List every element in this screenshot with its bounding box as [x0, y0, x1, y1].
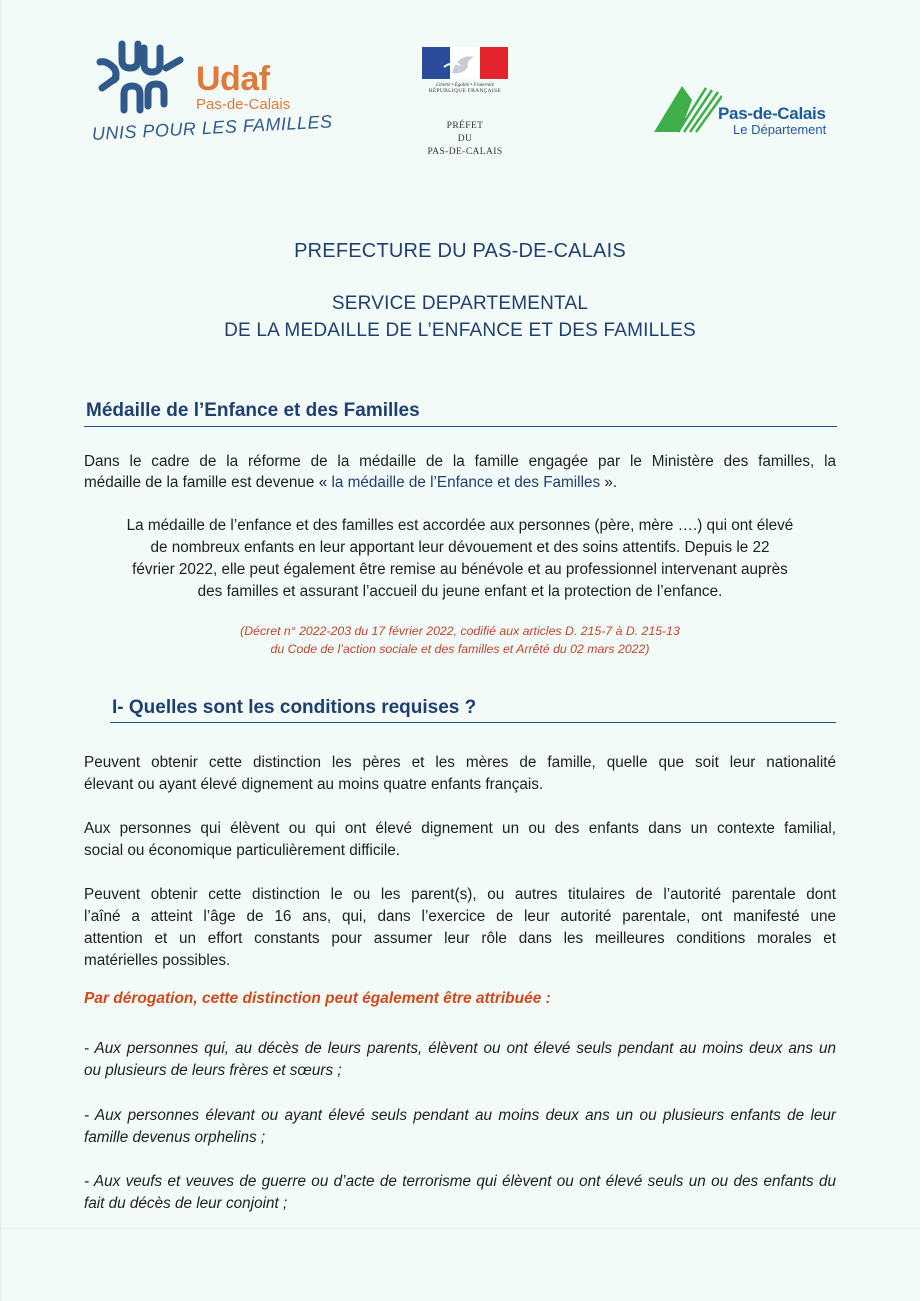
derogation-item-line: fait du décès de leur conjoint ; — [84, 1195, 288, 1212]
para2-line: de nombreux enfants en leur apportant leur dévouement et des soins attentifs. Depuis le 22 — [150, 539, 770, 556]
prefet-line2: DU — [457, 134, 473, 144]
udaf-slogan: UNIS POUR LES FAMILLES — [91, 111, 333, 144]
derogation-item-line: - Aux personnes qui, au décès de leurs parents, élèvent ou ont élevé seuls pendant au moins deux ans un — [84, 1040, 836, 1057]
departement-mark-icon — [652, 82, 722, 134]
intro-line-2 — [84, 472, 836, 493]
conditions-p2-line: Aux personnes qui élèvent ou qui ont élevé dignement un ou des enfants dans un contexte familial, — [84, 820, 836, 837]
udaf-name: Udaf — [196, 60, 270, 98]
para2-line: La médaille de l’enfance et des familles est accordée aux personnes (père, mère ….) qui ont élevé — [126, 517, 794, 534]
intro-text: médaille de la famille est devenue « — [84, 474, 332, 491]
conditions-p1-line: Peuvent obtenir cette distinction les pères et les mères de famille, quelle que soit leur nationalité — [84, 754, 836, 771]
section-rule — [110, 722, 836, 723]
departement-name: Pas-de-Calais — [718, 104, 826, 123]
conditions-p3-line: Peuvent obtenir cette distinction le ou les parent(s), ou autres titulaires de l’autorité parentale dont — [84, 886, 836, 903]
section-rule — [84, 426, 837, 427]
document-title: PREFECTURE DU PAS-DE-CALAIS — [294, 240, 626, 262]
derogation-item-line: ou plusieurs de leurs frères et sœurs ; — [84, 1062, 342, 1079]
section-heading-conditions: I- Quelles sont les conditions requises ? — [112, 697, 477, 718]
prefet-logo — [410, 47, 520, 159]
udaf-logo — [91, 38, 333, 158]
conditions-p1-line: élevant ou ayant élevé dignement au moins quatre enfants français. — [84, 776, 544, 793]
departement-sub: Le Département — [733, 122, 827, 137]
udaf-sub: Pas-de-Calais — [196, 96, 291, 113]
para2-line: des familles et assurant l’accueil du jeune enfant et la protection de l’enfance. — [197, 583, 723, 600]
document-subtitle-2: DE LA MEDAILLE DE L’ENFANCE ET DES FAMILLES — [224, 320, 696, 341]
derogation-heading: Par dérogation, cette distinction peut également être attribuée : — [84, 990, 551, 1007]
marianne-icon — [422, 47, 508, 79]
prefet-title — [410, 120, 520, 159]
prefet-republic: RÉPUBLIQUE FRANÇAISE — [428, 88, 502, 94]
intro-text-end: ». — [600, 474, 618, 491]
conditions-p3-line: l’aîné a atteint l’âge de 16 ans, qui, dans l’exercice de leur autorité parentale, ont manifesté une — [84, 908, 836, 925]
conditions-p3-line: attention et un effort constants pour assumer leur rôle dans les meilleures conditions morales et — [84, 930, 836, 947]
section-heading-medaille: Médaille de l’Enfance et des Familles — [86, 400, 420, 421]
conditions-p3-line: matérielles possibles. — [84, 952, 231, 969]
prefet-line3: PAS-DE-CALAIS — [427, 147, 503, 157]
document-subtitle-1: SERVICE DEPARTEMENTAL — [331, 293, 589, 314]
page-bottom-rule — [0, 1228, 920, 1229]
prefet-motto: Liberté • Égalité • Fraternité — [436, 83, 494, 88]
intro-highlight: la médaille de l’Enfance et des Familles — [331, 474, 601, 491]
intro-line-1: Dans le cadre de la réforme de la médaille de la famille engagée par le Ministère des familles, la — [84, 453, 836, 470]
departement-logo — [652, 82, 852, 142]
derogation-item-line: famille devenus orphelins ; — [84, 1129, 266, 1146]
derogation-item-line: - Aux veufs et veuves de guerre ou d’acte de terrorisme qui élèvent ou ont élevé seuls un ou des enfants du — [84, 1173, 836, 1190]
udaf-mark-icon — [96, 38, 191, 118]
conditions-p2-line: social ou économique particulièrement difficile. — [84, 842, 401, 859]
prefet-line1: PRÉFET — [446, 121, 484, 131]
derogation-item-line: - Aux personnes élevant ou ayant élevé seuls pendant au moins deux ans un ou plusieurs enfants de leur — [84, 1107, 836, 1124]
decree-reference-line-2: du Code de l’action sociale et des familles et Arrêté du 02 mars 2022) — [270, 642, 650, 656]
para2-line: février 2022, elle peut également être remise au bénévole et au professionnel intervenant auprès — [132, 561, 788, 578]
decree-reference-line-1: (Décret n° 2022-203 du 17 février 2022, codifié aux articles D. 215-7 à D. 215-13 — [240, 624, 680, 638]
